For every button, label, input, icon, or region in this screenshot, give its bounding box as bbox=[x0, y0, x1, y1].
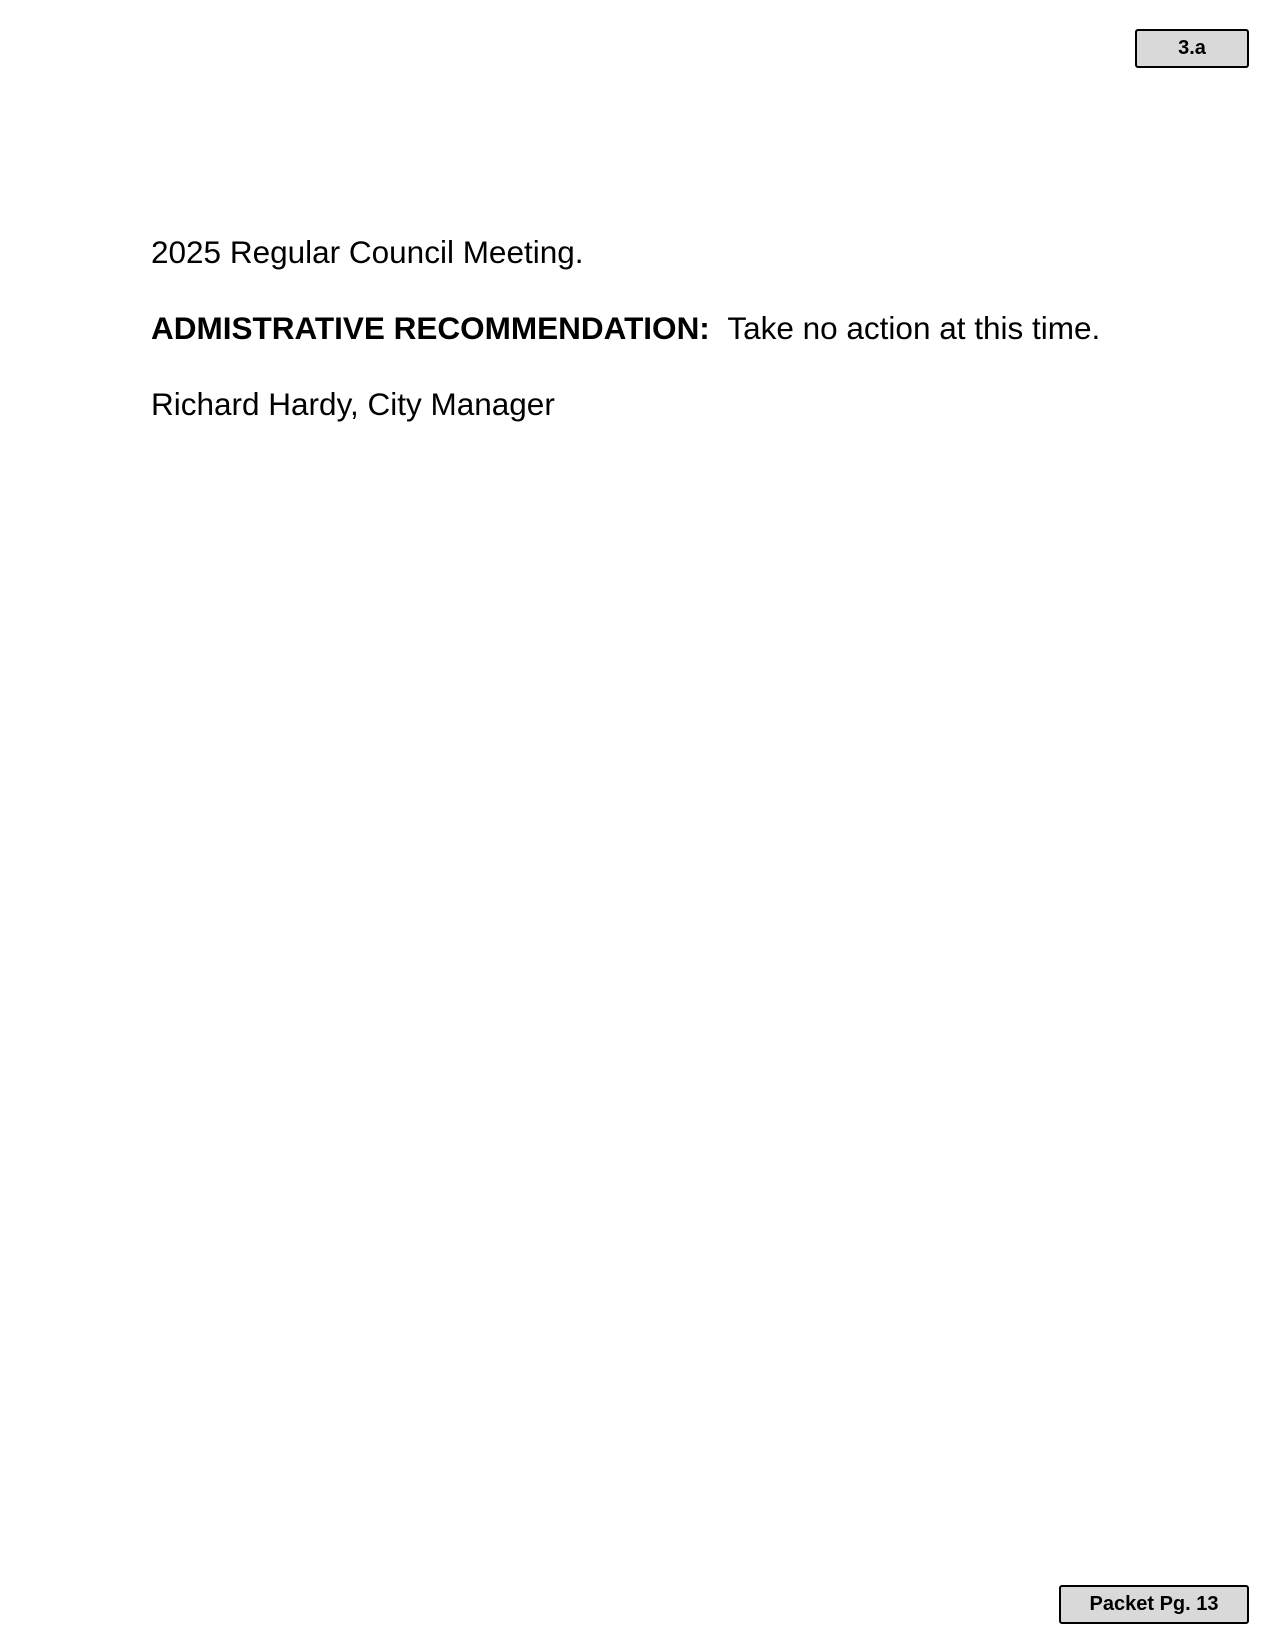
document-body bbox=[151, 233, 1128, 423]
signature-line: Richard Hardy, City Manager bbox=[151, 386, 555, 422]
agenda-item-label: 3.a bbox=[1178, 37, 1206, 59]
packet-page-tag bbox=[1059, 1585, 1249, 1624]
recommendation-paragraph bbox=[151, 309, 1128, 347]
recommendation-text: Take no action at this time. bbox=[727, 310, 1101, 346]
recommendation-label: ADMISTRATIVE RECOMMENDATION: bbox=[151, 310, 710, 346]
packet-page-label: Packet Pg. 13 bbox=[1089, 1593, 1219, 1615]
agenda-item-tag bbox=[1135, 29, 1249, 68]
meeting-line: 2025 Regular Council Meeting. bbox=[151, 234, 584, 270]
